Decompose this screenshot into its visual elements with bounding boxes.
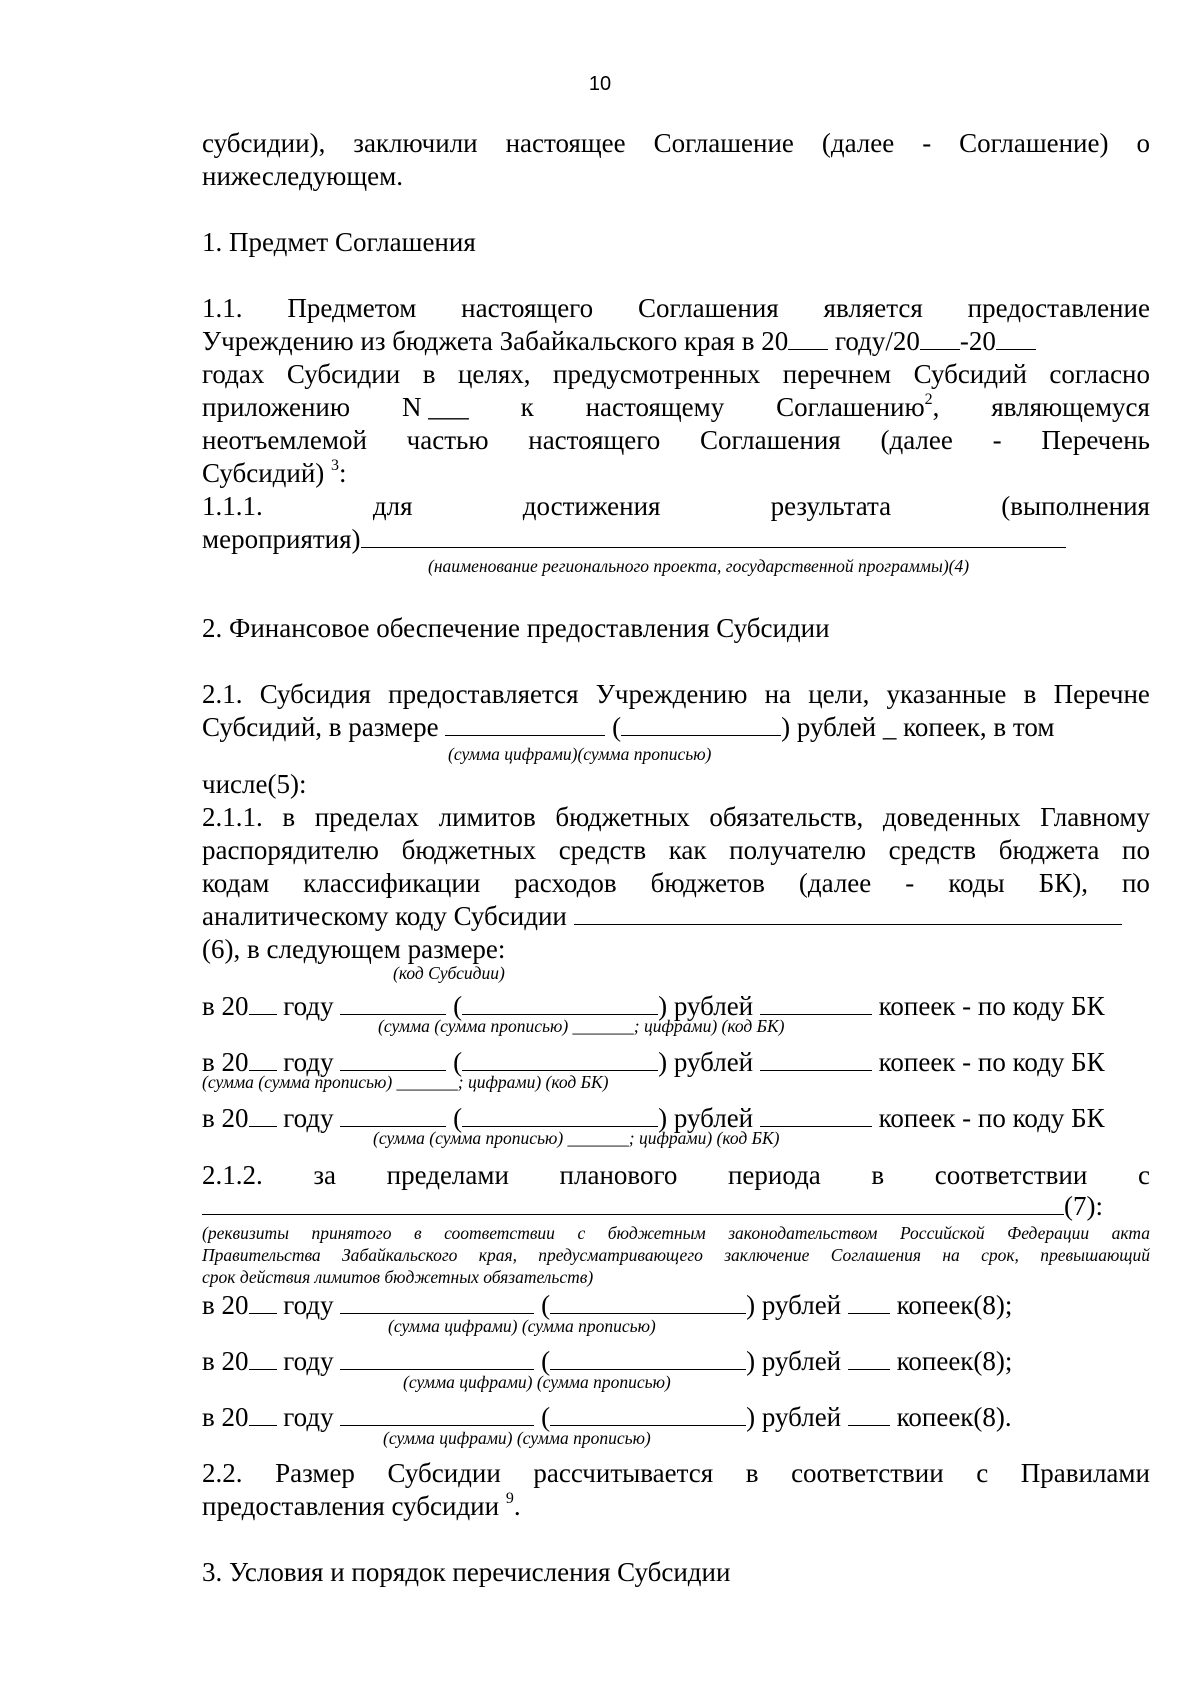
word: соответствии: [934, 1160, 1088, 1190]
word: Субсидии: [387, 1458, 501, 1488]
text: ) рублей: [658, 991, 754, 1021]
section-3-title: 3. Условия и порядок перечисления Субсидии: [202, 1557, 731, 1587]
text: году: [276, 1047, 334, 1077]
word: к: [520, 392, 534, 422]
caption-year-row: (сумма цифрами) (сумма прописью): [383, 1428, 651, 1448]
paragraph-2-1-2-line-2: [202, 1190, 1150, 1223]
blank-field[interactable]: [550, 1345, 746, 1370]
blank-field[interactable]: [249, 1401, 277, 1426]
word: получателю: [729, 835, 867, 865]
footnote-mark: 2: [924, 391, 933, 408]
year-row: [202, 1289, 1150, 1322]
blank-field[interactable]: [550, 1289, 746, 1314]
word: коды: [948, 868, 1005, 898]
word: Перечне: [1053, 679, 1150, 709]
paragraph-2-1-1-line-2: [202, 834, 1150, 867]
text: (: [541, 1402, 551, 1432]
blank-field[interactable]: [574, 900, 1122, 925]
word: пределах: [314, 802, 419, 832]
blank-field[interactable]: [249, 1345, 277, 1370]
text: Учреждению из бюджета Забайкальского края в 20: [202, 326, 789, 356]
caption-year-row: (сумма (сумма прописью) _______; цифрами) (код БК): [373, 1128, 780, 1148]
word: Перечень: [1041, 425, 1150, 455]
paragraph-2-1-2-line-1: [202, 1159, 1150, 1192]
word: обязательств,: [709, 802, 864, 832]
paragraph-2-2-line-2: [202, 1490, 1150, 1523]
blank-field[interactable]: [340, 1046, 446, 1071]
text: предоставления субсидии: [202, 1491, 500, 1521]
word: Субсидии: [286, 359, 401, 389]
word: настоящего: [528, 425, 661, 455]
text: .: [513, 1491, 521, 1521]
text: ) рублей _ копеек, в том: [781, 712, 1055, 742]
word: -: [905, 868, 915, 898]
word: Правилами: [1020, 1458, 1150, 1488]
text: Субсидий, в размере: [202, 712, 439, 742]
blank-field[interactable]: [996, 325, 1036, 350]
word: в: [422, 359, 436, 389]
word: предоставляется: [388, 679, 579, 709]
paragraph-1-1-line-6: [202, 457, 1150, 490]
word: -: [922, 128, 932, 158]
paragraph-2-1-1-line-4: [202, 900, 1150, 933]
footnote-mark: 3: [331, 457, 340, 474]
text: году: [276, 1402, 334, 1432]
caption-subsidy-code: (код Субсидии): [393, 963, 505, 983]
paragraph-1-1-line-2: [202, 325, 1150, 358]
word-with-footnote: [776, 391, 939, 424]
word: планового: [559, 1160, 678, 1190]
blank-field[interactable]: [462, 1046, 658, 1071]
text: (: [453, 1047, 463, 1077]
word: (выполнения: [1001, 491, 1150, 521]
word: настоящего: [461, 293, 594, 323]
blank-field[interactable]: [249, 1289, 277, 1314]
word: N ___: [401, 392, 469, 422]
paragraph-1-1-line-1: [202, 292, 1150, 325]
blank-field[interactable]: [340, 990, 446, 1015]
paragraph-2-1-1-line-1: [202, 801, 1150, 834]
word: Соглашения: [637, 293, 779, 323]
caption-act-requisites-line-3: срок действия лимитов бюджетных обязательств): [202, 1267, 594, 1287]
word: 2.1.: [202, 679, 243, 709]
word: 1.1.1.: [202, 491, 263, 521]
blank-field[interactable]: [848, 1345, 890, 1370]
text: ) рублей: [658, 1103, 754, 1133]
word: по: [1121, 868, 1150, 898]
paragraph-1-1-line-4: [202, 391, 1150, 424]
paragraph-2-1-line-2: [202, 711, 1150, 744]
word: в: [745, 1458, 759, 1488]
blank-field[interactable]: [340, 1345, 534, 1370]
text: в 20: [202, 1103, 249, 1133]
text: ) рублей: [746, 1402, 842, 1432]
intro-line-2: нижеследующем.: [202, 161, 403, 191]
word: в: [282, 802, 296, 832]
word: пределами: [386, 1160, 509, 1190]
intro-line-1: [202, 127, 1150, 160]
word: средств: [888, 835, 977, 865]
word: в: [871, 1160, 885, 1190]
word: Предметом: [287, 293, 417, 323]
word: кодам: [202, 868, 270, 898]
text: копеек(8);: [896, 1346, 1013, 1376]
text: копеек(8);: [896, 1290, 1013, 1320]
word: являющемуся: [991, 392, 1150, 422]
word: результата: [770, 491, 892, 521]
year-row: [202, 1401, 1150, 1434]
word: субсидии),: [202, 128, 326, 158]
caption-project-name: (наименование регионального проекта, государственной программы)(4): [428, 556, 970, 576]
caption-year-row: (сумма (сумма прописью) _______; цифрами) (код БК): [202, 1072, 609, 1092]
word: БК),: [1038, 868, 1088, 898]
caption-year-row: (сумма (сумма прописью) _______; цифрами) (код БК): [378, 1016, 785, 1036]
text: году: [276, 1346, 334, 1376]
text: ) рублей: [658, 1047, 754, 1077]
word: соответствии: [791, 1458, 944, 1488]
paragraph-2-1-line-3: числе(5):: [202, 769, 307, 799]
blank-field[interactable]: [920, 325, 960, 350]
text: (: [453, 991, 463, 1021]
paragraph-1-1-line-5: [202, 424, 1150, 457]
blank-field[interactable]: [340, 1289, 534, 1314]
word: бюджетов: [650, 868, 765, 898]
text: (: [453, 1103, 463, 1133]
paragraph-2-1-1-line-5: (6), в следующем размере:: [202, 934, 506, 964]
word: является: [823, 293, 923, 323]
blank-field[interactable]: [249, 1046, 277, 1071]
text: в 20: [202, 1047, 249, 1077]
blank-field[interactable]: [249, 1102, 277, 1127]
word: Главному: [1040, 802, 1150, 832]
word: бюджета: [998, 835, 1100, 865]
text: ) рублей: [746, 1346, 842, 1376]
blank-field[interactable]: [760, 1102, 872, 1127]
text: году: [276, 1103, 334, 1133]
word: цели,: [808, 679, 870, 709]
blank-field[interactable]: [621, 711, 781, 736]
blank-field[interactable]: [445, 711, 605, 736]
blank-field[interactable]: [340, 1401, 534, 1426]
paragraph-1-1-1-line-2: [202, 523, 1150, 556]
word: доведенных: [882, 802, 1021, 832]
section-1-title: 1. Предмет Соглашения: [202, 227, 476, 257]
word: с: [976, 1458, 989, 1488]
text: году/20: [828, 326, 920, 356]
page-number: 10: [588, 73, 612, 95]
word: классификации: [303, 868, 481, 898]
word: перечнем: [782, 359, 892, 389]
text: копеек - по коду БК: [878, 1103, 1105, 1133]
text: в 20: [202, 1402, 249, 1432]
paragraph-1-1-1-line-1: [202, 490, 1150, 523]
word: за: [313, 1160, 337, 1190]
word: распорядителю: [202, 835, 379, 865]
word: неотъемлемой: [202, 425, 367, 455]
word: 2.1.1.: [202, 802, 263, 832]
word: предусмотренных: [553, 359, 761, 389]
paragraph-2-2-line-1: [202, 1457, 1150, 1490]
word: средств: [558, 835, 647, 865]
blank-field[interactable]: [848, 1401, 890, 1426]
text: копеек(8).: [896, 1402, 1012, 1432]
blank-field[interactable]: [202, 1190, 1064, 1215]
text: (: [541, 1346, 551, 1376]
word: по: [1122, 835, 1150, 865]
caption-year-row: (сумма цифрами) (сумма прописью): [388, 1316, 656, 1336]
word: настоящему: [585, 392, 725, 422]
word: предоставление: [967, 293, 1150, 323]
caption-sum: (сумма цифрами)(сумма прописью): [448, 744, 712, 764]
word: для: [372, 491, 413, 521]
word: (далее: [821, 128, 895, 158]
word: целях,: [457, 359, 531, 389]
word: на: [764, 679, 792, 709]
blank-field[interactable]: [340, 1102, 446, 1127]
word: Учреждению: [595, 679, 748, 709]
text: Субсидий): [202, 458, 325, 488]
word: частью: [406, 425, 489, 455]
text: Соглашению: [776, 392, 925, 422]
paragraph-1-1-line-3: [202, 358, 1150, 391]
text: копеек - по коду БК: [878, 991, 1105, 1021]
blank-field[interactable]: [361, 523, 1066, 548]
blank-field[interactable]: [760, 990, 872, 1015]
word: согласно: [1049, 359, 1150, 389]
text: году: [276, 991, 334, 1021]
text: году: [276, 1290, 334, 1320]
text: (: [541, 1290, 551, 1320]
blank-field[interactable]: [848, 1289, 890, 1314]
text: копеек - по коду БК: [878, 1047, 1105, 1077]
footnote-mark: 9: [505, 1490, 514, 1507]
blank-field[interactable]: [462, 990, 658, 1015]
text: в 20: [202, 1290, 249, 1320]
text: в 20: [202, 1346, 249, 1376]
text: аналитическому коду Субсидии: [202, 901, 567, 931]
text: :: [339, 458, 347, 488]
text: ,: [932, 392, 940, 422]
paragraph-2-1-line-1: [202, 678, 1150, 711]
word: лимитов: [438, 802, 536, 832]
word: Соглашение): [959, 128, 1109, 158]
word: -: [992, 425, 1002, 455]
caption-act-requisites-line-2: Правительства Забайкальского края, предусматривающего заключение Соглашения на срок, превышающий: [202, 1245, 1150, 1265]
word: Соглашения: [699, 425, 841, 455]
word: Соглашение: [653, 128, 794, 158]
section-2-title: 2. Финансовое обеспечение предоставления Субсидии: [202, 613, 830, 643]
word: о: [1136, 128, 1150, 158]
word: приложению: [202, 392, 351, 422]
blank-field[interactable]: [462, 1102, 658, 1127]
paragraph-2-1-1-line-3: [202, 867, 1150, 900]
word: достижения: [522, 491, 661, 521]
word: в: [1023, 679, 1037, 709]
word: как: [668, 835, 707, 865]
blank-field[interactable]: [249, 990, 277, 1015]
caption-act-requisites-line-1: (реквизиты принятого в соответствии с бюджетным законодательством Российской Федерации акта: [202, 1223, 1150, 1243]
word: Размер: [275, 1458, 355, 1488]
caption-year-row: (сумма цифрами) (сумма прописью): [403, 1372, 671, 1392]
word: 2.2.: [202, 1458, 243, 1488]
word: Субсидия: [259, 679, 371, 709]
word: рассчитывается: [533, 1458, 714, 1488]
word: расходов: [514, 868, 617, 898]
word: настоящее: [505, 128, 626, 158]
blank-field[interactable]: [550, 1401, 746, 1426]
text: мероприятия): [202, 524, 361, 554]
word: 1.1.: [202, 293, 243, 323]
blank-field[interactable]: [760, 1046, 872, 1071]
word: бюджетных: [555, 802, 690, 832]
word: бюджетных: [401, 835, 537, 865]
text: -20: [959, 326, 996, 356]
blank-field[interactable]: [788, 325, 828, 350]
text: (7):: [1064, 1191, 1103, 1221]
word: (далее: [880, 425, 953, 455]
text: (: [612, 712, 622, 742]
year-row: [202, 1345, 1150, 1378]
word: 2.1.2.: [202, 1160, 263, 1190]
word: годах: [202, 359, 265, 389]
word: периода: [727, 1160, 821, 1190]
word: заключили: [353, 128, 478, 158]
word: с: [1137, 1160, 1150, 1190]
word: Субсидий: [913, 359, 1027, 389]
word: (далее: [798, 868, 872, 898]
text: в 20: [202, 991, 249, 1021]
word: указанные: [886, 679, 1007, 709]
text: ) рублей: [746, 1290, 842, 1320]
